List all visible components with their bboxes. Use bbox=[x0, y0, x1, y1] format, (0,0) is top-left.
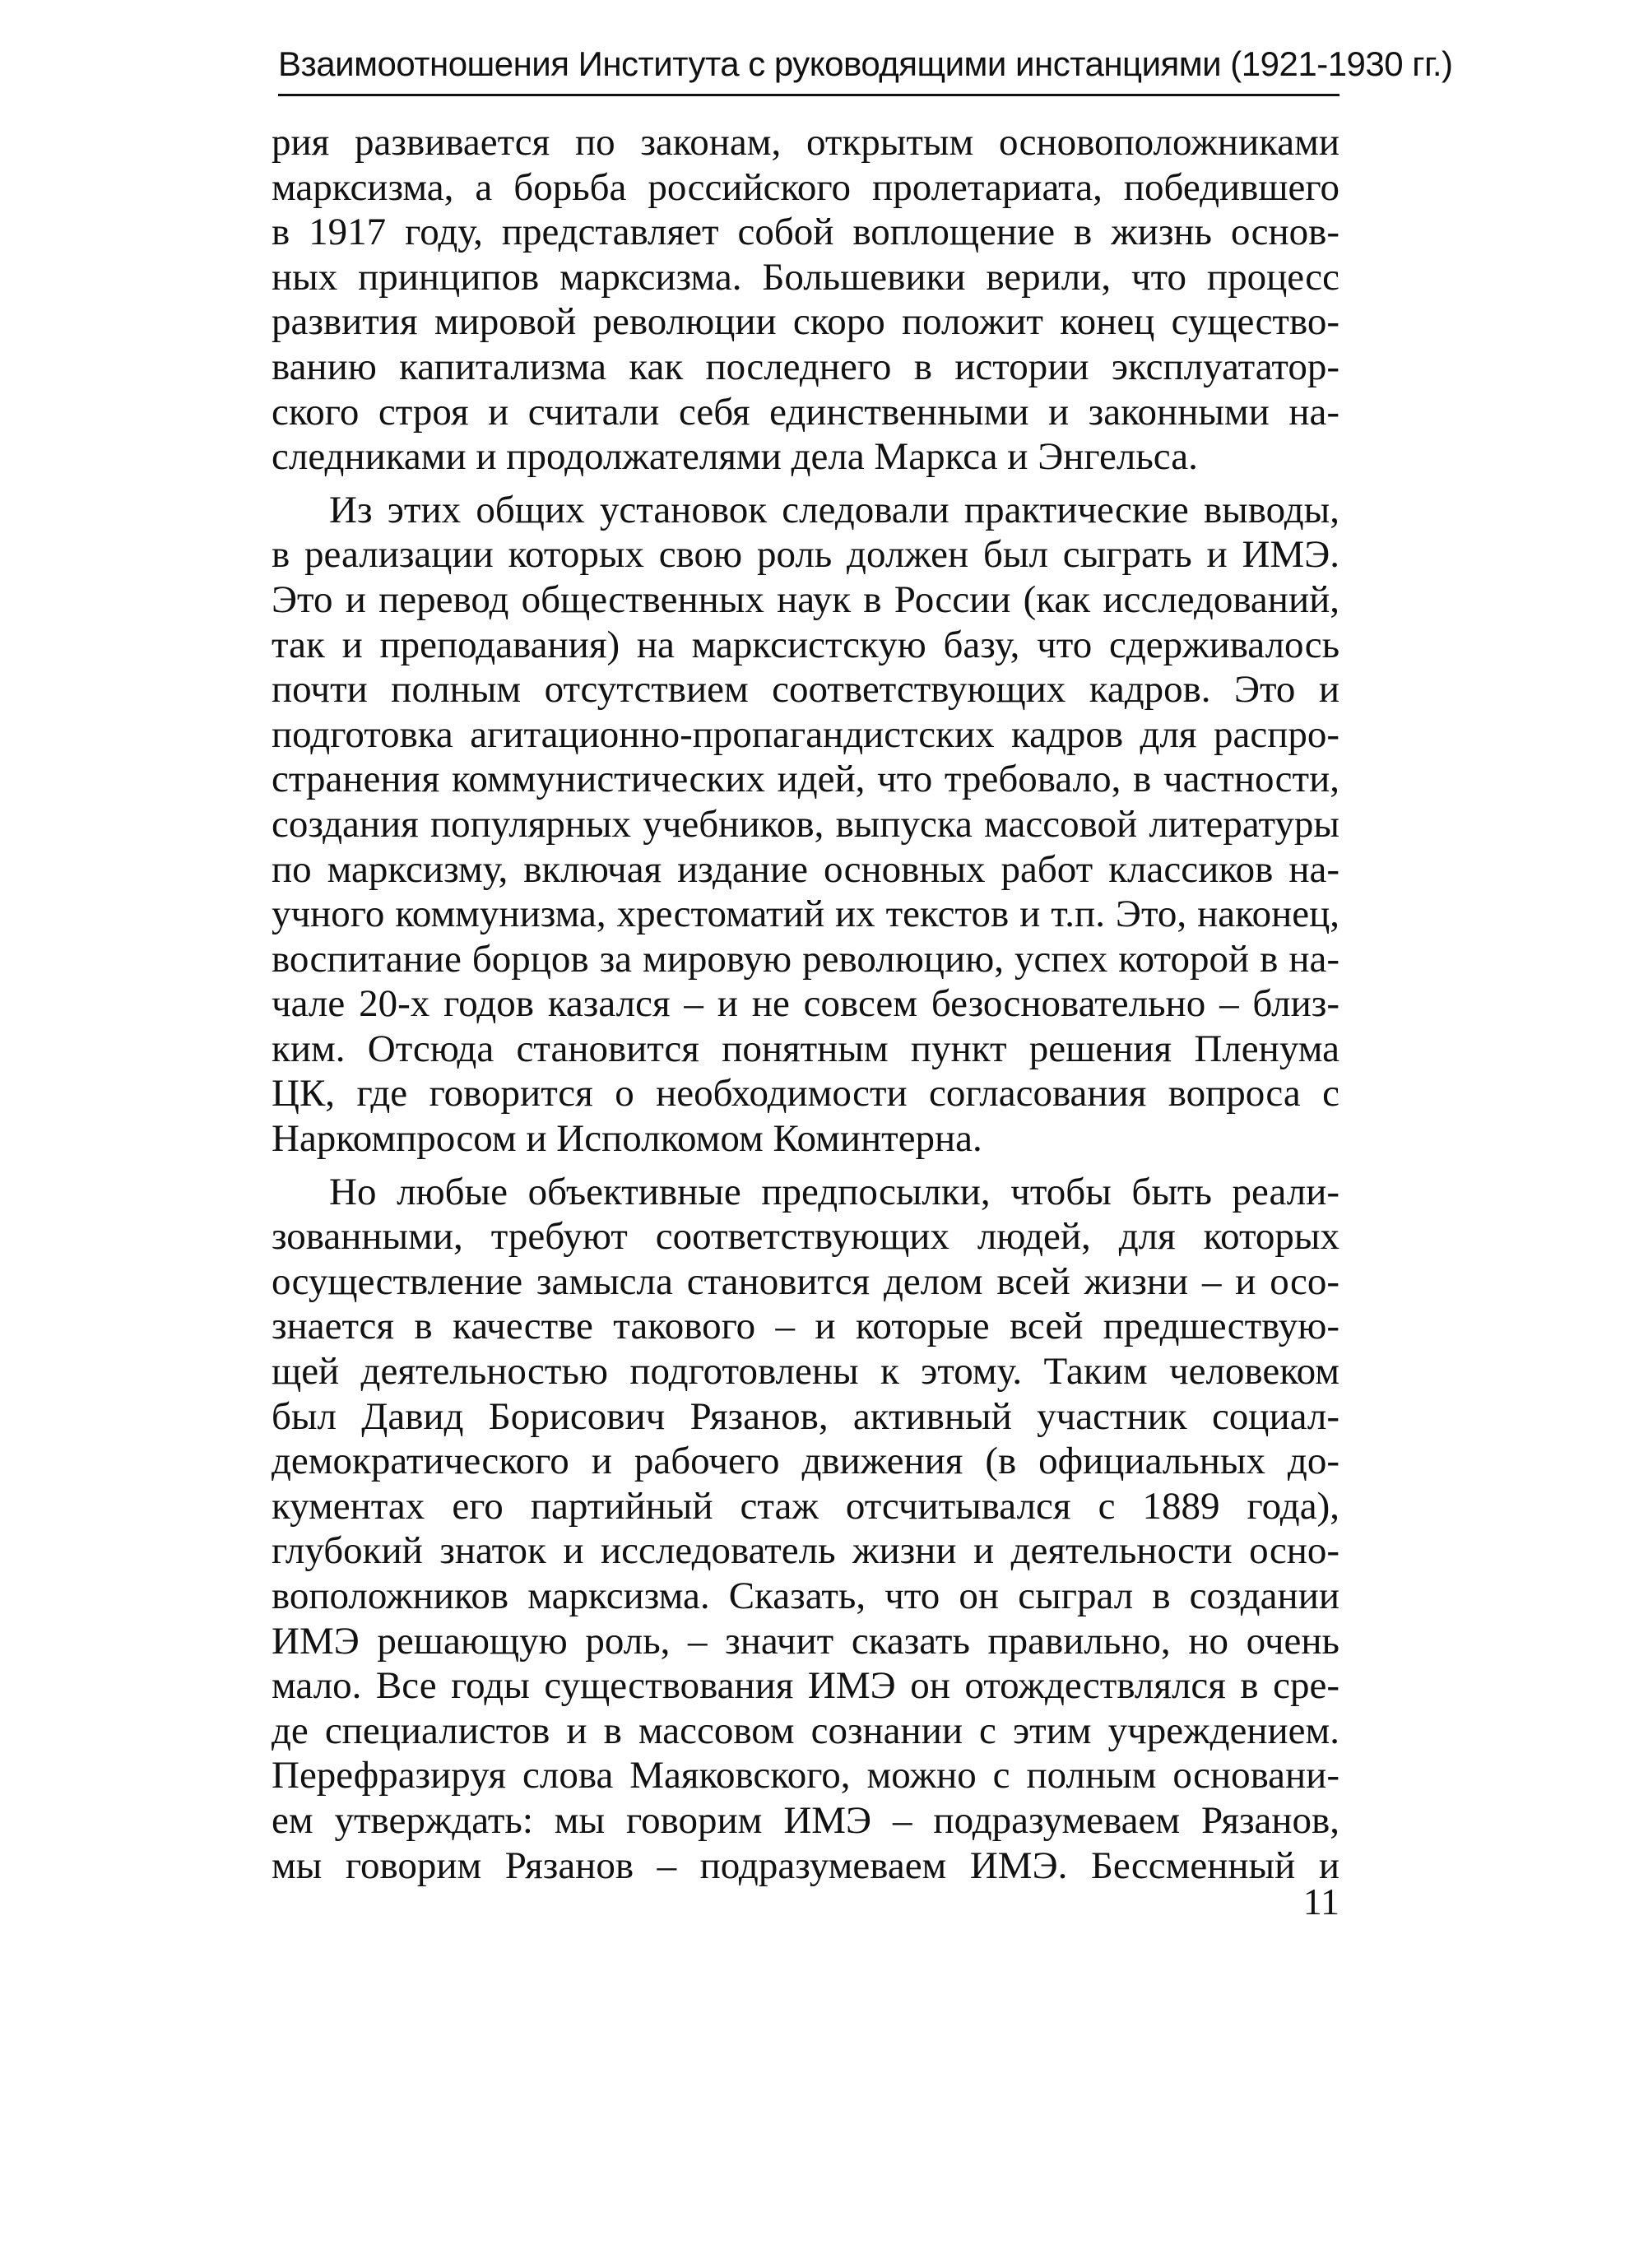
text-line: Из этих общих установок следовали практические выводы, bbox=[329, 488, 1339, 531]
text-line: ЦК, где говорится о необходимости согласования вопроса с bbox=[272, 1072, 1339, 1115]
text-line: Наркомпросом и Исполкомом Коминтерна. bbox=[272, 1117, 982, 1161]
text-line: глубокий знаток и исследователь жизни и деятельности осно- bbox=[272, 1529, 1339, 1573]
body-text bbox=[272, 120, 1339, 1888]
text-line: создания популярных учебников, выпуска массовой литературы bbox=[272, 802, 1339, 846]
running-head-title: Взаимоотношения Института с руководящими инстанциями (1921-1930 гг.) bbox=[278, 44, 1453, 83]
text-line: ванию капитализма как последнего в истории эксплуататор- bbox=[272, 345, 1339, 388]
text-line: осуществление замысла становится делом всей жизни – и осо- bbox=[272, 1259, 1339, 1303]
text-line: чале 20-х годов казался – и не совсем безосновательно – близ- bbox=[272, 982, 1339, 1026]
text-line: по марксизму, включая издание основных работ классиков на- bbox=[272, 847, 1339, 891]
text-line: воположников марксизма. Сказать, что он сыграл в создании bbox=[272, 1575, 1339, 1617]
text-line: воспитание борцов за мировую революцию, успех которой в на- bbox=[272, 937, 1339, 981]
text-line: учного коммунизма, хрестоматий их текстов и т.п. Это, наконец, bbox=[272, 893, 1339, 936]
paragraph-3 bbox=[272, 1170, 1339, 1889]
page-number: 11 bbox=[1302, 1881, 1339, 1922]
paragraph-2 bbox=[272, 488, 1339, 1162]
text-line: так и преподавания) на марксистскую базу, что сдерживалось bbox=[272, 623, 1339, 666]
text-line: Но любые объективные предпосылки, чтобы быть реали- bbox=[329, 1170, 1339, 1213]
text-line: кументах его партийный стаж отсчитывался с 1889 года), bbox=[272, 1484, 1339, 1528]
text-line: рия развивается по законам, открытым основоположниками bbox=[272, 121, 1339, 164]
header-rule bbox=[278, 94, 1339, 96]
text-line: следниками и продолжателями дела Маркса и Энгельса. bbox=[272, 435, 1198, 479]
text-line: зованными, требуют соответствующих людей, для которых bbox=[272, 1215, 1339, 1259]
text-line: марксизма, а борьба российского пролетариата, победившего bbox=[272, 165, 1339, 209]
text-line: ем утверждать: мы говорим ИМЭ – подразумеваем Рязанов, bbox=[272, 1798, 1339, 1842]
text-line: де специалистов и в массовом сознании с этим учреждением. bbox=[272, 1709, 1339, 1752]
text-line: странения коммунистических идей, что требовало, в частности, bbox=[272, 758, 1339, 801]
text-line: демократического и рабочего движения (в официальных до- bbox=[272, 1440, 1339, 1483]
text-line: щей деятельностью подготовлены к этому. Таким человеком bbox=[272, 1350, 1339, 1394]
text-line: мало. Все годы существования ИМЭ он отождествлялся в сре- bbox=[272, 1664, 1339, 1708]
text-line: в 1917 году, представляет собой воплощение в жизнь основ- bbox=[272, 211, 1339, 254]
text-line: развития мировой революции скоро положит конец существо- bbox=[272, 300, 1339, 344]
text-line: ных принципов марксизма. Большевики верили, что процесс bbox=[272, 255, 1339, 299]
text-line: мы говорим Рязанов – подразумеваем ИМЭ. Бессменный и bbox=[272, 1844, 1339, 1887]
text-line: Перефразируя слова Маяковского, можно с полным основани- bbox=[272, 1754, 1339, 1797]
text-line: ким. Отсюда становится понятным пункт решения Пленума bbox=[272, 1027, 1339, 1070]
paragraph-1 bbox=[272, 120, 1339, 480]
text-line: ИМЭ решающую роль, – значит сказать правильно, но очень bbox=[272, 1619, 1339, 1663]
text-line: ского строя и считали себя единственными и законными на- bbox=[272, 390, 1339, 434]
text-line: в реализации которых свою роль должен был сыграть и ИМЭ. bbox=[272, 533, 1339, 577]
text-line: был Давид Борисович Рязанов, активный участник социал- bbox=[272, 1394, 1339, 1438]
text-line: почти полным отсутствием соответствующих кадров. Это и bbox=[272, 668, 1339, 712]
text-line: знается в качестве такового – и которые всей предшествую- bbox=[272, 1305, 1339, 1348]
text-line: Это и перевод общественных наук в России (как исследований, bbox=[272, 577, 1339, 621]
text-line: подготовка агитационно-пропагандистских кадров для распро- bbox=[272, 712, 1339, 756]
